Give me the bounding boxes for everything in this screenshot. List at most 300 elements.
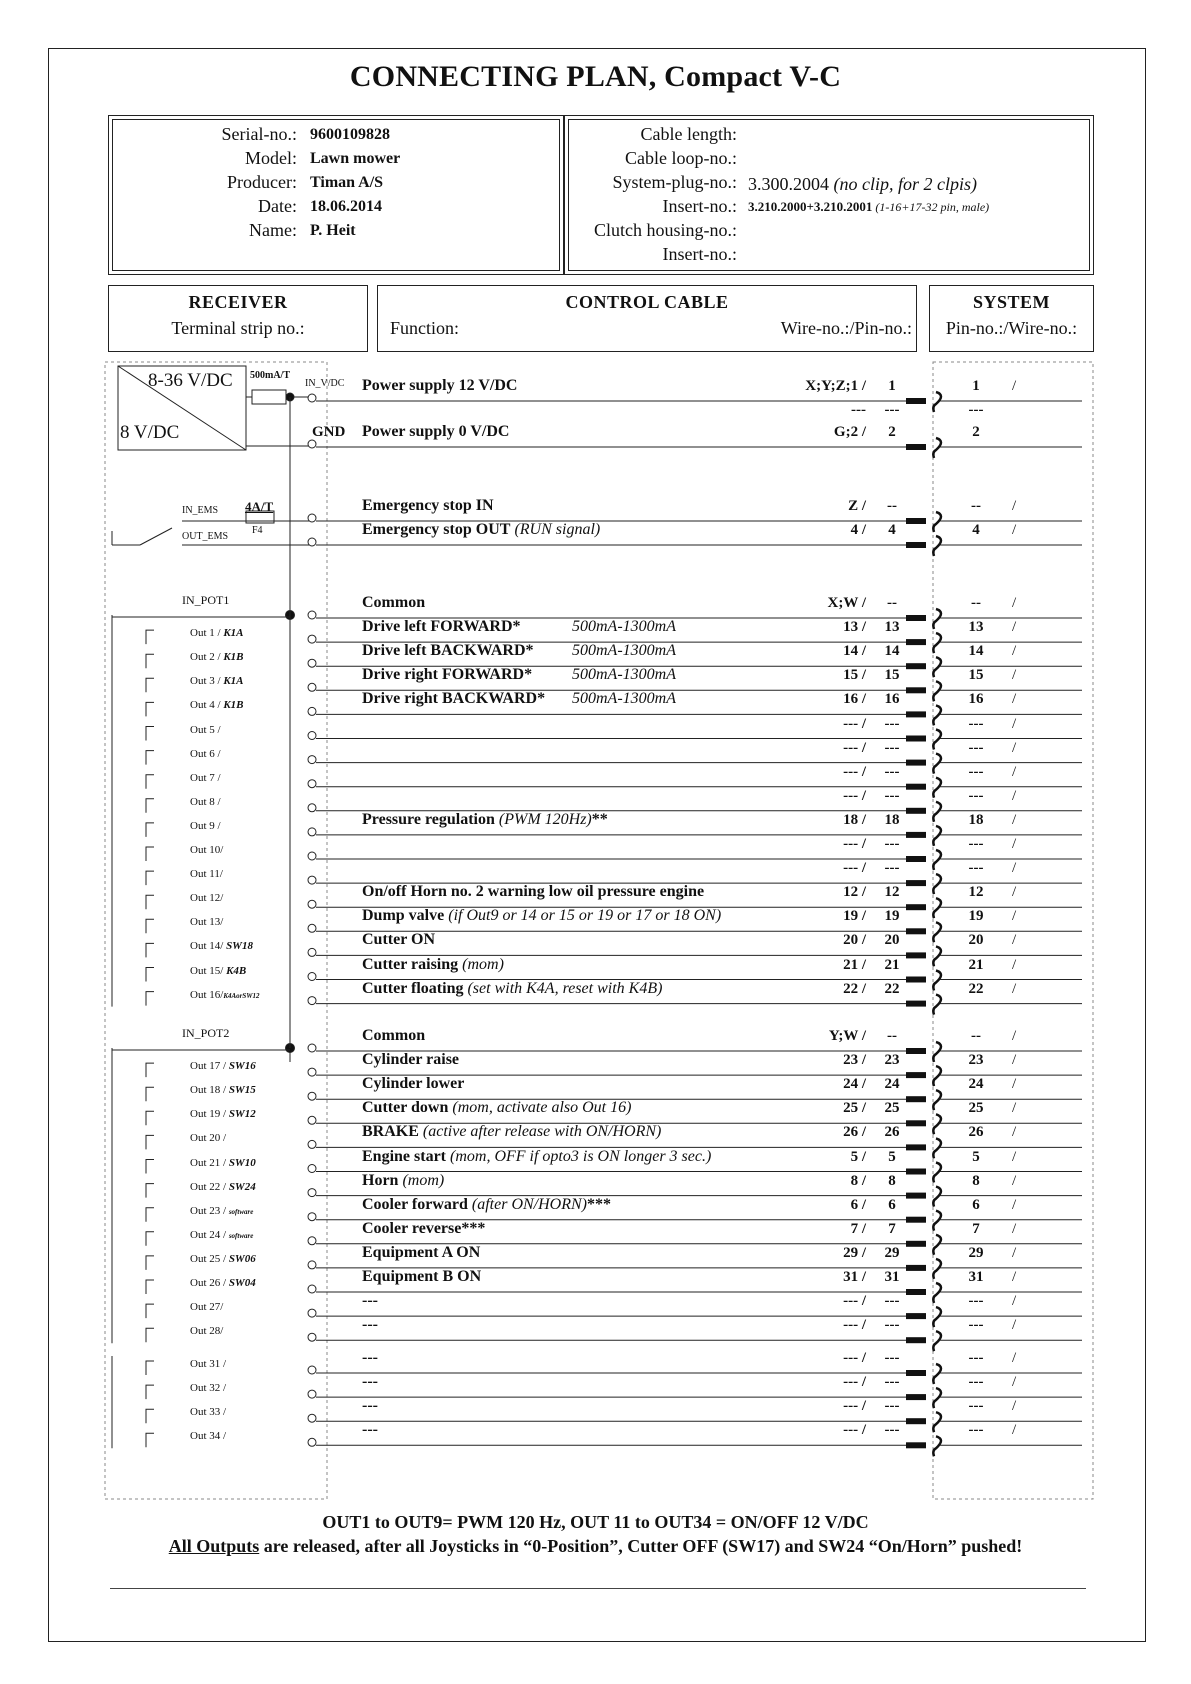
terminal	[308, 1044, 316, 1052]
system-pin: 8	[972, 1172, 980, 1189]
wire-pin-label: Wire-no.:/Pin-no.:	[780, 318, 912, 338]
function-label	[362, 423, 509, 441]
output-label	[190, 627, 244, 639]
info-label: Producer:	[227, 172, 297, 192]
function-name: Cutter ON	[362, 931, 436, 949]
system-slash: /	[1012, 1100, 1017, 1117]
output-number: Out 21 /	[190, 1156, 229, 1169]
pin-number: ---	[884, 860, 900, 877]
pulse-icon	[146, 847, 154, 861]
psu-voltage-bottom: 8 V/DC	[120, 422, 180, 443]
terminal	[308, 780, 316, 788]
output-number: Out 28/	[190, 1325, 224, 1338]
pulse-icon	[146, 968, 154, 982]
gnd-label: GND	[312, 424, 346, 440]
pulse-icon	[146, 678, 154, 692]
output-label	[190, 1132, 226, 1144]
socket	[933, 681, 941, 701]
plug-pin	[906, 760, 926, 766]
output-code: K4B	[226, 964, 247, 977]
function-name: ---	[362, 1292, 378, 1310]
terminal	[308, 1261, 316, 1269]
system-pin: 31	[968, 1269, 984, 1285]
wire-number: 12 /	[843, 884, 866, 901]
info-value-note: (1-16+17-32 pin, male)	[872, 200, 990, 214]
output-label	[190, 965, 246, 977]
function-name: Power supply 12 V/DC	[362, 377, 518, 394]
plug-pin	[906, 1418, 926, 1424]
pin-number: 29	[884, 1244, 900, 1261]
system-slash: /	[1012, 498, 1017, 514]
plug-pin	[906, 639, 926, 645]
system-slash: /	[1012, 619, 1017, 636]
wire-number: 20 /	[843, 932, 866, 949]
system-slash: /	[1012, 643, 1017, 660]
wire-number: --- /	[843, 1293, 866, 1310]
output-code: SW10	[228, 1156, 256, 1169]
pulse-icon	[146, 871, 154, 885]
socket	[933, 1066, 941, 1086]
output-number: Out 16/	[190, 988, 224, 1001]
function-note: 500mA-1300mA	[572, 642, 676, 660]
function-label	[362, 618, 676, 636]
output-number: Out 26 /	[190, 1277, 229, 1289]
output-number: Out 10/	[190, 844, 224, 856]
socket	[933, 730, 941, 750]
socket	[933, 946, 941, 966]
wire-number: 24 /	[843, 1076, 866, 1093]
output-label	[190, 820, 221, 832]
terminal	[308, 828, 316, 836]
system-slash: /	[1012, 715, 1017, 732]
function-name: Horn	[362, 1171, 399, 1189]
system-pin: ---	[968, 1293, 984, 1310]
socket	[933, 1211, 941, 1231]
socket	[933, 1090, 941, 1110]
system-slash: /	[1012, 956, 1017, 973]
pulse-icon	[146, 1385, 154, 1399]
socket	[933, 922, 941, 942]
system-slash: /	[1012, 1076, 1017, 1093]
psu-fuse	[252, 390, 286, 404]
wire-number: X;W /	[827, 595, 866, 611]
plug-pin	[906, 1442, 926, 1448]
function-note: (active after release with ON/HORN)	[418, 1123, 662, 1141]
wire-number: G;2 /	[833, 424, 866, 440]
pulse-icon	[146, 1087, 154, 1101]
output-label	[190, 796, 221, 808]
output-label	[190, 1301, 223, 1313]
plug-pin	[906, 1169, 926, 1175]
terminal	[308, 1438, 316, 1446]
socket	[933, 995, 941, 1015]
function-name: ---	[362, 1421, 378, 1439]
pulse-icon	[146, 799, 154, 813]
output-number: Out 5 /	[190, 723, 221, 736]
plug-pin	[906, 1120, 926, 1126]
system-slash: /	[1012, 378, 1017, 394]
system-pin: ---	[968, 1350, 984, 1366]
output-number: Out 2 /	[190, 651, 224, 664]
output-label	[190, 916, 223, 928]
terminal	[308, 1068, 316, 1076]
function-label	[362, 1373, 378, 1391]
system-slash: /	[1012, 763, 1017, 780]
output-label	[190, 1229, 253, 1241]
estop-out-label: OUT_EMS	[182, 531, 229, 542]
output-number: Out 4 /	[190, 699, 224, 712]
estop-switch	[140, 528, 172, 545]
pulse-icon	[146, 727, 154, 741]
function-name: Drive left FORWARD*	[362, 618, 521, 636]
plug-pin	[906, 904, 926, 910]
function-label	[362, 1349, 378, 1367]
terminal	[308, 1189, 316, 1197]
pulse-icon	[146, 1160, 154, 1174]
pin-number: 21	[884, 956, 900, 973]
output-label	[190, 1358, 226, 1370]
system-slash: /	[1012, 667, 1017, 684]
pin-number: 7	[888, 1220, 896, 1237]
pulse-icon	[146, 895, 154, 909]
pulse-icon	[146, 630, 154, 644]
wire-number: --- /	[843, 1422, 866, 1439]
function-note: (if Out9 or 14 or 15 or 19 or 17 or 18 ON)	[444, 907, 722, 925]
info-label: Clutch housing-no.:	[594, 220, 737, 240]
system-pin: ---	[968, 1374, 984, 1391]
wire-number: --- /	[843, 860, 866, 877]
system-pin: 12	[968, 884, 984, 901]
function-name: ---	[362, 1373, 378, 1391]
output-code: SW24	[228, 1180, 256, 1193]
info-value-note: (no clip, for 2 clpis)	[829, 174, 977, 194]
function-label	[362, 931, 435, 949]
pulse-icon	[146, 1184, 154, 1198]
socket	[933, 1436, 941, 1456]
output-number: Out 13/	[190, 916, 224, 929]
function-label	[362, 1316, 378, 1334]
function-note: (mom, activate also Out 16)	[448, 1099, 632, 1117]
system-pin: --	[971, 595, 981, 611]
function-label	[362, 1421, 378, 1439]
system-slash: /	[1012, 932, 1017, 949]
output-code: K4AorSW12	[223, 991, 260, 1000]
info-label: Insert-no.:	[662, 196, 737, 216]
output-number: Out 33 /	[190, 1406, 227, 1419]
output-label	[190, 699, 244, 711]
socket	[933, 657, 941, 677]
terminal	[308, 1366, 316, 1374]
function-note: (mom)	[458, 955, 504, 973]
info-label: Insert-no.:	[662, 244, 737, 264]
system-slash: /	[1012, 1196, 1017, 1213]
pin-number: --	[887, 498, 897, 514]
function-label	[362, 980, 662, 998]
terminal	[308, 659, 316, 667]
system-slash: /	[1012, 1422, 1017, 1439]
info-label: Name:	[249, 220, 297, 240]
pulse-icon	[146, 1256, 154, 1270]
wire-number: --- /	[843, 1317, 866, 1334]
system-pin: 22	[968, 980, 984, 997]
control-cable-title: CONTROL CABLE	[565, 292, 729, 312]
pin-number: 22	[884, 980, 900, 997]
in-vdc-label: IN_V/DC	[305, 378, 345, 389]
function-label	[362, 1027, 425, 1045]
pulse-icon	[146, 1433, 154, 1447]
output-label	[190, 651, 244, 663]
plug-pin	[906, 952, 926, 958]
system-pin: 13	[968, 619, 984, 636]
pin-number: ---	[884, 402, 900, 418]
terminal	[308, 1116, 316, 1124]
output-code: K1B	[223, 699, 244, 712]
terminal	[308, 1309, 316, 1317]
footer-all-outputs: All Outputs	[168, 1536, 260, 1556]
system-pin: 14	[968, 643, 984, 660]
terminal	[308, 804, 316, 812]
wire-number: --- /	[843, 787, 866, 804]
terminal	[308, 707, 316, 715]
system-slash: /	[1012, 884, 1017, 901]
function-name: ---	[362, 1316, 378, 1334]
wire-number: 23 /	[843, 1052, 866, 1069]
pulse-icon	[146, 775, 154, 789]
function-name: Drive left BACKWARD*	[362, 642, 534, 660]
output-label	[190, 892, 223, 904]
output-number: Out 25 /	[190, 1252, 229, 1265]
terminal	[308, 852, 316, 860]
footer-pwm-note: OUT1 to OUT9= PWM 120 Hz, OUT 11 to OUT34 = ON/OFF 12 V/DC	[322, 1512, 869, 1532]
info-label: Serial-no.:	[221, 124, 297, 144]
pin-number: 8	[888, 1172, 896, 1189]
system-pin: --	[971, 1028, 981, 1044]
system-pin: 29	[968, 1244, 984, 1261]
system-pin: 4	[972, 522, 980, 538]
terminal	[308, 394, 316, 402]
wire-number: 21 /	[843, 956, 866, 973]
wire-number: Z /	[848, 498, 866, 514]
wire-number: 13 /	[843, 619, 866, 636]
terminal	[308, 1414, 316, 1422]
socket	[933, 1163, 941, 1183]
output-label	[190, 772, 221, 784]
output-code: K1A	[223, 627, 244, 640]
plug-pin	[906, 808, 926, 814]
output-code: SW04	[228, 1277, 256, 1289]
plug-pin	[906, 928, 926, 934]
system-slash: /	[1012, 1244, 1017, 1261]
socket	[933, 1364, 941, 1384]
system-slash: /	[1012, 860, 1017, 877]
output-label	[190, 1157, 256, 1169]
plug-pin	[906, 1096, 926, 1102]
output-number: Out 3 /	[190, 675, 224, 688]
pulse-icon	[146, 1409, 154, 1423]
output-label	[190, 724, 221, 736]
function-suffix: **	[591, 810, 608, 828]
function-label	[362, 1220, 485, 1238]
output-number: Out 31 /	[190, 1358, 227, 1370]
output-number: Out 15/	[190, 964, 227, 977]
terminal	[308, 538, 316, 546]
function-name: Dump valve	[362, 907, 445, 925]
pin-number: 19	[884, 908, 900, 925]
function-label	[362, 1292, 378, 1310]
output-number: Out 23 /	[190, 1204, 229, 1217]
socket	[933, 898, 941, 918]
terminal	[308, 756, 316, 764]
socket	[933, 971, 941, 991]
socket	[933, 778, 941, 798]
output-number: Out 34 /	[190, 1430, 227, 1443]
pulse-icon	[146, 1208, 154, 1222]
function-label	[362, 883, 704, 901]
system-slash: /	[1012, 811, 1017, 828]
system-pin: 23	[968, 1052, 984, 1069]
system-pin: 5	[972, 1148, 980, 1165]
wire-number: --- /	[843, 1374, 866, 1391]
socket	[933, 705, 941, 725]
info-value-text: 3.300.2004	[748, 174, 829, 194]
function-note: (after ON/HORN)	[467, 1195, 588, 1213]
terminal	[308, 924, 316, 932]
function-name: ---	[362, 1397, 378, 1415]
output-code: K1A	[223, 675, 244, 688]
terminal	[308, 948, 316, 956]
output-label	[190, 1253, 256, 1265]
pin-number: 18	[884, 811, 900, 828]
output-code: SW06	[228, 1252, 256, 1265]
function-label	[362, 594, 425, 612]
pin-number: ---	[884, 1350, 900, 1366]
plug-pin	[906, 1289, 926, 1295]
footer-release-note	[0, 1536, 1191, 1557]
pin-number: ---	[884, 1422, 900, 1439]
output-number: Out 17 /	[190, 1060, 229, 1073]
plug-pin	[906, 1217, 926, 1223]
function-name: Power supply 0 V/DC	[362, 423, 510, 440]
system-pin: 21	[968, 956, 984, 973]
output-number: Out 7 /	[190, 771, 221, 784]
socket	[933, 633, 941, 653]
socket	[933, 1331, 941, 1351]
socket	[933, 1412, 941, 1432]
pulse-icon	[146, 654, 154, 668]
system-pin: ---	[968, 787, 984, 804]
info-value: 18.06.2014	[310, 198, 382, 215]
function-note: (RUN signal)	[510, 521, 601, 538]
system-pin: 25	[968, 1100, 984, 1117]
function-name: Cutter raising	[362, 955, 459, 973]
system-slash: /	[1012, 1350, 1017, 1366]
output-label	[190, 1325, 223, 1337]
wire-number: 6 /	[850, 1196, 866, 1213]
info-value: P. Heit	[310, 222, 356, 239]
socket	[933, 1388, 941, 1408]
function-name: Common	[362, 1027, 426, 1044]
output-label	[190, 844, 223, 856]
socket	[933, 874, 941, 894]
plug-pin	[906, 1001, 926, 1007]
estop-fuse-label: 4A/T	[245, 499, 274, 514]
output-number: Out 14/	[190, 940, 227, 953]
system-pin: ---	[968, 1422, 984, 1439]
pin-number: ---	[884, 715, 900, 732]
function-label	[362, 1196, 611, 1214]
function-name: Equipment B ON	[362, 1268, 482, 1285]
wire-number: --- /	[843, 1398, 866, 1415]
output-label	[190, 675, 244, 687]
footer-release-text: are released, after all Joysticks in “0-Position”, Cutter OFF (SW17) and SW24 “On/Horn” pushed!	[259, 1536, 1023, 1556]
pulse-icon	[146, 1111, 154, 1125]
output-code: SW15	[228, 1084, 256, 1097]
plug-pin	[906, 832, 926, 838]
output-label	[190, 1181, 256, 1193]
terminal	[308, 1237, 316, 1245]
info-label: Cable loop-no.:	[625, 148, 737, 168]
wire-number: 25 /	[843, 1100, 866, 1117]
function-note: 500mA-1300mA	[572, 690, 676, 708]
wire-number: --- /	[843, 836, 866, 852]
system-slash: /	[1012, 787, 1017, 804]
system-title: SYSTEM	[972, 292, 1051, 312]
function-label	[362, 690, 676, 708]
function-suffix: ***	[587, 1195, 612, 1213]
function-label	[362, 642, 676, 660]
system-slash: /	[1012, 1293, 1017, 1310]
pulse-icon	[146, 1232, 154, 1246]
wire-number: 4 /	[850, 522, 866, 538]
function-note: 500mA-1300mA	[572, 666, 676, 684]
system-pin: 18	[968, 811, 984, 828]
plug-pin	[906, 663, 926, 669]
plug-pin	[906, 398, 926, 404]
function-name: Pressure regulation	[362, 810, 495, 828]
socket	[933, 1138, 941, 1158]
socket	[933, 1114, 941, 1134]
system-pin: 19	[968, 908, 984, 925]
output-label	[190, 940, 253, 952]
system-pin: ---	[968, 715, 984, 732]
terminal	[308, 1333, 316, 1341]
system-pin: 2	[972, 424, 980, 440]
plug-pin	[906, 1241, 926, 1247]
system-subtitle: Pin-no.:/Wire-no.:	[945, 318, 1078, 338]
function-label	[362, 1123, 661, 1141]
function-name: Engine start	[362, 1147, 446, 1165]
output-label	[190, 989, 260, 1001]
wire-number: 16 /	[843, 691, 866, 708]
wire-number: 26 /	[843, 1124, 866, 1141]
system-slash: /	[1012, 1220, 1017, 1237]
pin-number: ---	[884, 1317, 900, 1334]
plug-pin	[906, 1265, 926, 1271]
plug-pin	[906, 615, 926, 621]
output-label	[190, 1060, 256, 1072]
output-number: Out 20 /	[190, 1132, 227, 1145]
socket	[933, 1307, 941, 1327]
pulse-icon	[146, 702, 154, 716]
pin-number: 26	[884, 1124, 900, 1141]
function-label	[362, 907, 721, 925]
plug-pin	[906, 711, 926, 717]
receiver-title: RECEIVER	[188, 292, 288, 312]
info-label: System-plug-no.:	[612, 172, 737, 192]
pulse-icon	[146, 1063, 154, 1077]
info-label: Model:	[245, 148, 297, 168]
function-label	[362, 1268, 481, 1286]
